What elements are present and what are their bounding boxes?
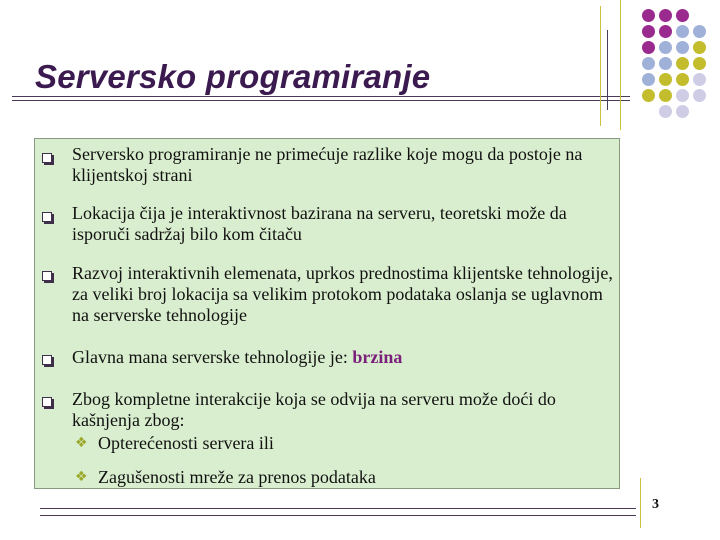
title-top-rule — [12, 96, 630, 97]
decor-dot — [693, 25, 706, 38]
bullet-item — [72, 347, 617, 368]
decor-dot — [676, 41, 689, 54]
bullet-item: Serversko programiranje ne primećuje razlike koje mogu da postoje na klijentskoj strani — [72, 144, 583, 185]
decor-dot — [676, 105, 689, 118]
content-box — [34, 138, 620, 489]
decor-dot — [676, 89, 689, 102]
decor-dot — [659, 9, 672, 22]
decor-vertical-line-1 — [600, 6, 601, 126]
decor-dot — [676, 25, 689, 38]
decor-dot — [659, 57, 672, 70]
bullet-item: Razvoj interaktivnih elemenata, uprkos prednostima klijentske tehnologije, za veliki broj lokacija sa velikim protokom podataka oslanja se uglavnom na serverske tehnologije — [72, 263, 613, 325]
diamond-star-icon: ❖ — [75, 469, 88, 485]
decor-vertical-line-3 — [620, 0, 621, 130]
decor-dot — [642, 73, 655, 86]
title-bottom-rule — [12, 100, 630, 101]
decor-dot — [676, 57, 689, 70]
footer-vertical-line — [640, 478, 641, 528]
decor-dot — [642, 25, 655, 38]
decor-dot-grid — [642, 9, 714, 119]
footer-rule-2 — [40, 515, 636, 516]
diamond-star-icon: ❖ — [75, 435, 88, 451]
decor-dot — [642, 41, 655, 54]
decor-dot — [693, 73, 706, 86]
footer-rule-1 — [40, 508, 636, 509]
bullet-item: Lokacija čija je interaktivnost bazirana na serveru, teoretski može da isporuči sadržaj bilo kom čitaču — [72, 203, 567, 244]
sub-bullet-item: Opterećenosti servera ili — [98, 433, 274, 453]
square-checkbox-icon — [42, 153, 52, 163]
decor-dot — [642, 89, 655, 102]
sub-bullet-item: Zagušenosti mreže za prenos podataka — [98, 467, 376, 487]
decor-dot — [659, 41, 672, 54]
decor-dot — [659, 73, 672, 86]
square-checkbox-icon — [42, 271, 52, 281]
decor-dot — [659, 105, 672, 118]
square-checkbox-icon — [42, 212, 52, 222]
bullet-item: Zbog kompletne interakcije koja se odvija na serveru može doći do kašnjenja zbog: — [72, 389, 556, 430]
square-checkbox-icon — [42, 397, 52, 407]
square-checkbox-icon — [42, 355, 52, 365]
decor-dot — [676, 73, 689, 86]
decor-dot — [676, 9, 689, 22]
decor-vertical-line-2 — [607, 30, 608, 110]
decor-dot — [642, 57, 655, 70]
bullet-item-text: Glavna mana serverske tehnologije je: — [72, 347, 353, 367]
decor-dot — [693, 89, 706, 102]
highlight-word: brzina — [352, 347, 403, 367]
slide-title: Serversko programiranje — [35, 58, 431, 95]
decor-dot — [642, 9, 655, 22]
decor-dot — [693, 57, 706, 70]
page-number: 3 — [652, 497, 659, 512]
decor-dot — [659, 89, 672, 102]
decor-dot — [693, 41, 706, 54]
decor-dot — [659, 25, 672, 38]
